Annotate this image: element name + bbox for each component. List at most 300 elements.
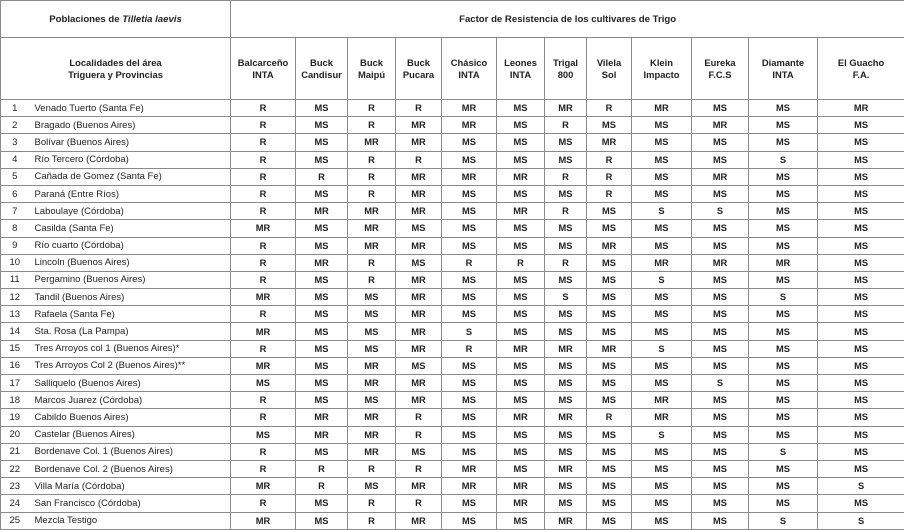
resistance-value: R: [231, 168, 296, 185]
row-number: 16: [1, 357, 31, 374]
row-number: 1: [1, 100, 31, 117]
resistance-value: S: [749, 443, 818, 460]
resistance-value: R: [231, 134, 296, 151]
resistance-value: R: [587, 185, 632, 202]
table-row: [1, 134, 904, 151]
row-number: 4: [1, 151, 31, 168]
resistance-value: MS: [497, 460, 545, 477]
locality-cell: Rafaela (Santa Fe): [31, 306, 231, 323]
resistance-value: R: [231, 409, 296, 426]
resistance-value: R: [587, 151, 632, 168]
resistance-value: MS: [442, 220, 497, 237]
resistance-value: MR: [348, 375, 396, 392]
resistance-value: MR: [231, 478, 296, 495]
populations-species: Tilletia laevis: [122, 14, 182, 25]
resistance-value: MS: [442, 409, 497, 426]
resistance-value: MS: [818, 409, 904, 426]
resistance-value: MS: [692, 392, 749, 409]
resistance-value: MS: [692, 426, 749, 443]
resistance-value: MS: [632, 151, 692, 168]
resistance-value: MR: [296, 426, 348, 443]
resistance-value: S: [692, 375, 749, 392]
resistance-value: R: [348, 271, 396, 288]
resistance-value: MS: [749, 357, 818, 374]
resistance-value: MS: [818, 495, 904, 512]
resistance-value: MR: [396, 478, 442, 495]
resistance-value: MR: [396, 392, 442, 409]
locality-cell: Pergamino (Buenos Aires): [31, 271, 231, 288]
resistance-value: S: [545, 289, 587, 306]
cultivar-header: [348, 38, 396, 100]
locality-cell: Villa María (Córdoba): [31, 478, 231, 495]
resistance-value: MS: [545, 323, 587, 340]
locality-cell: Marcos Juarez (Córdoba): [31, 392, 231, 409]
populations-header: [1, 1, 231, 38]
resistance-value: MS: [587, 495, 632, 512]
resistance-value: MS: [442, 392, 497, 409]
resistance-value: R: [231, 237, 296, 254]
table-row: [1, 340, 904, 357]
table-row: [1, 271, 904, 288]
resistance-value: R: [231, 271, 296, 288]
table-row: [1, 323, 904, 340]
resistance-value: MS: [497, 323, 545, 340]
row-number: 21: [1, 443, 31, 460]
table-row: [1, 151, 904, 168]
row-number: 18: [1, 392, 31, 409]
resistance-value: MS: [587, 220, 632, 237]
cultivar-name-line2: INTA: [458, 69, 479, 80]
resistance-value: R: [231, 117, 296, 134]
cultivar-name-line2: INTA: [510, 69, 531, 80]
cultivar-name-line1: Klein: [650, 57, 673, 68]
resistance-value: MS: [749, 134, 818, 151]
resistance-value: MS: [396, 357, 442, 374]
resistance-value: MR: [442, 117, 497, 134]
resistance-value: MS: [692, 289, 749, 306]
resistance-value: MS: [296, 306, 348, 323]
resistance-value: MS: [749, 340, 818, 357]
locality-cell: Bordenave Col. 2 (Buenos Aires): [31, 460, 231, 477]
table-row: [1, 220, 904, 237]
table-row: [1, 185, 904, 202]
resistance-value: MS: [587, 357, 632, 374]
resistance-value: MS: [632, 375, 692, 392]
resistance-value: MS: [749, 478, 818, 495]
resistance-value: MS: [348, 323, 396, 340]
resistance-value: MR: [396, 512, 442, 529]
resistance-value: S: [818, 478, 904, 495]
resistance-value: MS: [348, 478, 396, 495]
cultivar-header: [692, 38, 749, 100]
resistance-value: MS: [442, 375, 497, 392]
resistance-value: MS: [818, 392, 904, 409]
resistance-value: MS: [749, 220, 818, 237]
resistance-value: S: [632, 340, 692, 357]
resistance-value: R: [231, 340, 296, 357]
resistance-value: MR: [632, 409, 692, 426]
table-row: [1, 409, 904, 426]
resistance-value: MS: [587, 271, 632, 288]
resistance-value: MS: [296, 289, 348, 306]
cultivar-name-line2: INTA: [252, 69, 273, 80]
resistance-value: MS: [497, 306, 545, 323]
resistance-value: MS: [497, 185, 545, 202]
resistance-value: MR: [497, 340, 545, 357]
locality-cell: Sta. Rosa (La Pampa): [31, 323, 231, 340]
resistance-value: S: [442, 323, 497, 340]
cultivar-name-line2: Pucara: [403, 69, 434, 80]
resistance-value: MS: [632, 134, 692, 151]
resistance-value: MS: [545, 220, 587, 237]
row-number: 23: [1, 478, 31, 495]
row-number: 15: [1, 340, 31, 357]
resistance-value: MS: [818, 271, 904, 288]
resistance-value: MR: [545, 460, 587, 477]
resistance-value: MS: [632, 306, 692, 323]
resistance-value: MS: [818, 203, 904, 220]
table-row: [1, 460, 904, 477]
cultivar-name-line2: INTA: [772, 69, 793, 80]
resistance-value: MR: [442, 478, 497, 495]
resistance-value: MR: [749, 254, 818, 271]
resistance-value: MR: [545, 340, 587, 357]
resistance-value: MS: [296, 271, 348, 288]
resistance-value: MS: [749, 409, 818, 426]
resistance-value: MS: [692, 460, 749, 477]
resistance-value: MS: [296, 220, 348, 237]
row-number: 9: [1, 237, 31, 254]
resistance-value: S: [749, 512, 818, 529]
locality-cell: Tandil (Buenos Aires): [31, 289, 231, 306]
resistance-value: R: [348, 117, 396, 134]
resistance-value: MS: [587, 306, 632, 323]
resistance-value: MS: [442, 306, 497, 323]
resistance-value: MS: [818, 340, 904, 357]
resistance-value: R: [348, 460, 396, 477]
resistance-value: MS: [296, 375, 348, 392]
locality-cell: Paraná (Entre Ríos): [31, 185, 231, 202]
resistance-value: R: [545, 117, 587, 134]
resistance-value: MS: [587, 460, 632, 477]
resistance-value: MR: [231, 323, 296, 340]
resistance-value: MR: [231, 357, 296, 374]
resistance-value: MR: [396, 323, 442, 340]
resistance-value: R: [231, 495, 296, 512]
locality-cell: Tres Arroyos Col 2 (Buenos Aires)**: [31, 357, 231, 374]
resistance-value: R: [348, 512, 396, 529]
resistance-value: MR: [396, 306, 442, 323]
resistance-value: MR: [396, 289, 442, 306]
resistance-value: MS: [442, 443, 497, 460]
resistance-value: MS: [749, 392, 818, 409]
resistance-value: S: [749, 289, 818, 306]
locality-cell: Lincoln (Buenos Aires): [31, 254, 231, 271]
resistance-value: R: [442, 340, 497, 357]
row-number: 12: [1, 289, 31, 306]
row-number: 11: [1, 271, 31, 288]
resistance-value: MR: [692, 117, 749, 134]
resistance-value: R: [231, 151, 296, 168]
resistance-value: MS: [692, 443, 749, 460]
resistance-value: MR: [396, 203, 442, 220]
resistance-value: MS: [442, 134, 497, 151]
resistance-value: MR: [632, 392, 692, 409]
resistance-value: MS: [296, 134, 348, 151]
resistance-value: MS: [749, 460, 818, 477]
resistance-value: MS: [692, 237, 749, 254]
resistance-value: MS: [497, 100, 545, 117]
resistance-value: MS: [692, 357, 749, 374]
resistance-value: MR: [587, 237, 632, 254]
resistance-value: MS: [749, 306, 818, 323]
row-number: 17: [1, 375, 31, 392]
resistance-value: MS: [632, 512, 692, 529]
resistance-value: MR: [442, 168, 497, 185]
resistance-value: R: [396, 495, 442, 512]
row-number: 14: [1, 323, 31, 340]
resistance-value: R: [348, 151, 396, 168]
resistance-value: MS: [497, 512, 545, 529]
table-row: [1, 203, 904, 220]
cultivar-name-line2: Maipú: [358, 69, 385, 80]
resistance-value: MS: [632, 220, 692, 237]
cultivar-name-line1: Diamante: [762, 57, 804, 68]
resistance-value: MS: [749, 271, 818, 288]
resistance-value: MS: [818, 134, 904, 151]
resistance-value: MS: [296, 495, 348, 512]
cultivar-header: [231, 38, 296, 100]
resistance-value: MS: [497, 392, 545, 409]
resistance-value: R: [587, 409, 632, 426]
cultivar-name-line1: Buck: [407, 57, 430, 68]
resistance-value: MS: [632, 289, 692, 306]
resistance-value: MS: [692, 271, 749, 288]
resistance-value: MS: [692, 340, 749, 357]
cultivar-header-row: [1, 38, 904, 100]
locality-cell: Bordenave Col. 1 (Buenos Aires): [31, 443, 231, 460]
locality-cell: Casilda (Santa Fe): [31, 220, 231, 237]
resistance-value: MS: [587, 323, 632, 340]
resistance-value: MS: [818, 323, 904, 340]
resistance-value: MR: [442, 100, 497, 117]
resistance-value: MS: [348, 340, 396, 357]
resistance-value: MS: [296, 357, 348, 374]
resistance-value: MR: [497, 495, 545, 512]
resistance-value: R: [348, 100, 396, 117]
resistance-value: MS: [497, 375, 545, 392]
resistance-value: MS: [692, 306, 749, 323]
resistance-value: MS: [632, 460, 692, 477]
locality-cell: Bolívar (Buenos Aires): [31, 134, 231, 151]
cultivar-header: [296, 38, 348, 100]
cultivar-name-line2: F.A.: [853, 69, 870, 80]
resistance-value: MR: [545, 512, 587, 529]
resistance-value: MS: [749, 495, 818, 512]
resistance-value: MR: [632, 100, 692, 117]
table-row: [1, 495, 904, 512]
localities-line2: Triguera y Provincias: [68, 69, 163, 80]
resistance-value: MS: [818, 185, 904, 202]
resistance-value: MR: [442, 460, 497, 477]
resistance-value: R: [231, 443, 296, 460]
resistance-value: MS: [692, 323, 749, 340]
resistance-value: MS: [632, 117, 692, 134]
locality-cell: Laboulaye (Córdoba): [31, 203, 231, 220]
cultivar-header: [442, 38, 497, 100]
resistance-value: MS: [692, 151, 749, 168]
locality-cell: Río cuarto (Córdoba): [31, 237, 231, 254]
resistance-value: MR: [348, 134, 396, 151]
resistance-value: MS: [296, 340, 348, 357]
table-row: [1, 426, 904, 443]
resistance-value: R: [545, 168, 587, 185]
resistance-value: MS: [442, 271, 497, 288]
resistance-value: MS: [692, 512, 749, 529]
resistance-value: MS: [348, 392, 396, 409]
resistance-value: S: [632, 271, 692, 288]
table-row: [1, 306, 904, 323]
resistance-value: MR: [497, 168, 545, 185]
resistance-value: MR: [348, 203, 396, 220]
resistance-value: MS: [587, 203, 632, 220]
resistance-value: R: [231, 254, 296, 271]
resistance-value: MR: [497, 203, 545, 220]
resistance-value: MR: [396, 117, 442, 134]
resistance-value: MS: [587, 443, 632, 460]
resistance-value: MR: [348, 357, 396, 374]
resistance-value: MS: [818, 426, 904, 443]
resistance-value: MR: [231, 289, 296, 306]
resistance-value: MS: [442, 357, 497, 374]
resistance-value: MR: [587, 134, 632, 151]
resistance-value: MS: [692, 409, 749, 426]
resistance-value: MR: [396, 375, 442, 392]
cultivar-name-line2: F.C.S: [709, 69, 732, 80]
resistance-value: MS: [545, 151, 587, 168]
resistance-value: MS: [587, 512, 632, 529]
resistance-value: R: [587, 168, 632, 185]
resistance-value: MR: [348, 443, 396, 460]
locality-cell: Bragado (Buenos Aires): [31, 117, 231, 134]
cultivar-header: [545, 38, 587, 100]
resistance-value: MS: [545, 306, 587, 323]
resistance-value: MR: [231, 220, 296, 237]
row-number: 19: [1, 409, 31, 426]
resistance-value: R: [348, 495, 396, 512]
resistance-value: MS: [818, 168, 904, 185]
resistance-value: R: [231, 306, 296, 323]
resistance-value: MS: [545, 237, 587, 254]
resistance-value: MS: [296, 185, 348, 202]
row-number: 13: [1, 306, 31, 323]
resistance-value: MS: [497, 151, 545, 168]
resistance-value: MS: [818, 117, 904, 134]
cultivar-name-line1: Balcarceño: [238, 57, 289, 68]
resistance-value: R: [348, 168, 396, 185]
row-number: 22: [1, 460, 31, 477]
resistance-value: MR: [497, 478, 545, 495]
table-row: [1, 478, 904, 495]
resistance-value: R: [442, 254, 497, 271]
resistance-value: MS: [818, 220, 904, 237]
resistance-value: MS: [348, 289, 396, 306]
cultivar-name-line2: Candisur: [301, 69, 342, 80]
resistance-value: MS: [442, 185, 497, 202]
resistance-value: R: [231, 100, 296, 117]
resistance-value: MS: [692, 478, 749, 495]
resistance-value: MS: [296, 237, 348, 254]
resistance-value: MR: [818, 100, 904, 117]
locality-cell: Río Tercero (Córdoba): [31, 151, 231, 168]
resistance-value: R: [296, 460, 348, 477]
row-number: 7: [1, 203, 31, 220]
cultivar-name-line1: Buck: [310, 57, 333, 68]
row-number: 20: [1, 426, 31, 443]
resistance-value: MS: [632, 357, 692, 374]
resistance-value: MS: [497, 220, 545, 237]
table-row: [1, 443, 904, 460]
locality-cell: Cañada de Gomez (Santa Fe): [31, 168, 231, 185]
locality-cell: Tres Arroyos col 1 (Buenos Aires)*: [31, 340, 231, 357]
resistance-value: R: [545, 254, 587, 271]
cultivar-name-line1: Chásico: [451, 57, 487, 68]
table-row: [1, 117, 904, 134]
table-row: [1, 168, 904, 185]
resistance-value: MR: [396, 237, 442, 254]
resistance-value: MS: [818, 460, 904, 477]
resistance-value: MS: [632, 495, 692, 512]
resistance-value: MS: [497, 443, 545, 460]
row-number: 5: [1, 168, 31, 185]
resistance-value: MR: [348, 220, 396, 237]
locality-cell: San Francisco (Córdoba): [31, 495, 231, 512]
cultivar-header: [396, 38, 442, 100]
resistance-value: MS: [545, 375, 587, 392]
resistance-value: MS: [545, 392, 587, 409]
localities-header: [1, 38, 231, 100]
cultivar-name-line1: Trigal: [553, 57, 578, 68]
resistance-value: MS: [749, 426, 818, 443]
resistance-value: MR: [296, 409, 348, 426]
resistance-value: R: [396, 460, 442, 477]
resistance-value: MS: [348, 306, 396, 323]
resistance-value: MS: [692, 495, 749, 512]
resistance-value: MS: [497, 357, 545, 374]
localities-line1: Localidades del área: [69, 57, 161, 68]
resistance-value: MS: [545, 185, 587, 202]
resistance-value: MS: [497, 289, 545, 306]
table-row: [1, 289, 904, 306]
cultivar-header: [497, 38, 545, 100]
resistance-value: MS: [442, 237, 497, 254]
resistance-value: MS: [231, 375, 296, 392]
row-number: 3: [1, 134, 31, 151]
resistance-value: MS: [396, 254, 442, 271]
factor-header: Factor de Resistencia de los cultivares de Trigo: [231, 1, 904, 38]
resistance-value: MS: [442, 426, 497, 443]
row-number: 6: [1, 185, 31, 202]
resistance-value: R: [587, 100, 632, 117]
resistance-value: R: [396, 409, 442, 426]
resistance-value: MS: [818, 375, 904, 392]
resistance-value: MR: [396, 168, 442, 185]
resistance-value: MS: [632, 443, 692, 460]
resistance-value: MS: [749, 237, 818, 254]
resistance-value: MS: [818, 306, 904, 323]
resistance-value: R: [545, 203, 587, 220]
resistance-value: MS: [587, 289, 632, 306]
